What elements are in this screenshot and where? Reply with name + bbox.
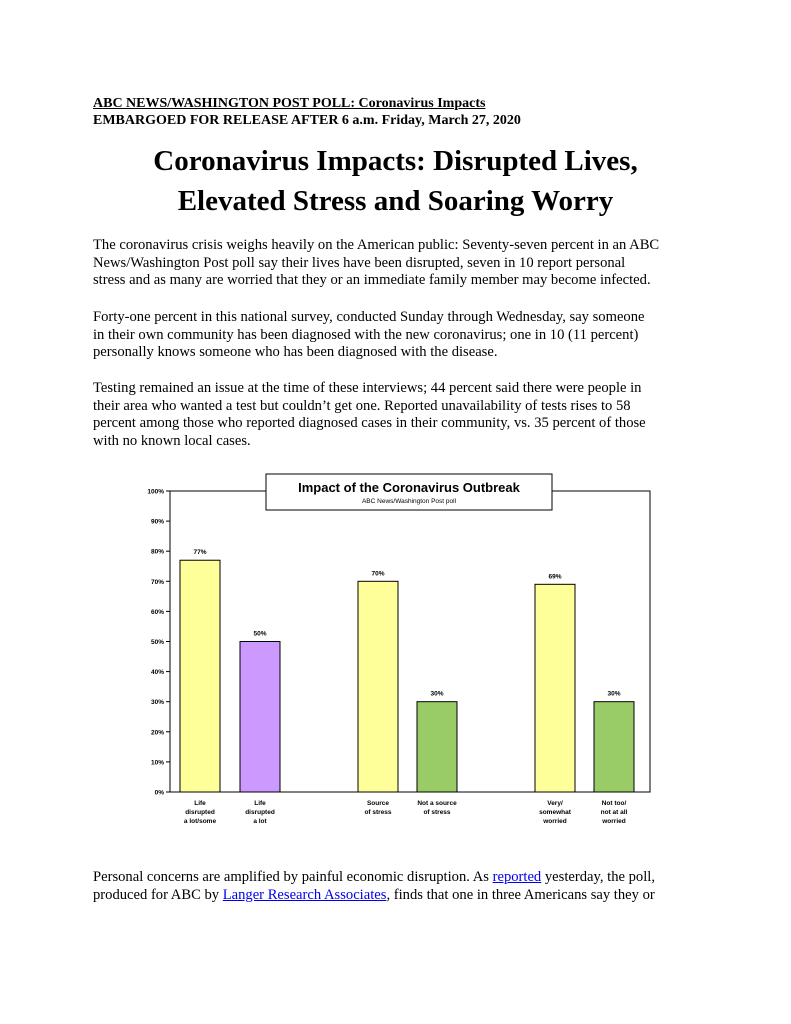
category-label: Source [366,800,390,807]
paragraph-line: Testing remained an issue at the time of these interviews; 44 percent said there were people in [93,380,642,396]
y-tick-label: 0% [154,789,164,797]
paragraph-line: percent among those who reported diagnosed cases in their community, vs. 35 percent of those [93,415,646,431]
paragraph-4 [93,869,703,904]
bar [417,702,457,792]
bar [240,642,280,793]
paragraph-line: The coronavirus crisis weighs heavily on the American public: Seventy-seven percent in an ABC [93,237,660,253]
paragraph-line [93,887,703,905]
paragraph-line: stress and as many are worried that they or an immediate family member may become infected. [93,272,651,288]
paragraph-line: with no known local cases. [93,432,251,449]
category-label: of stress [423,809,451,816]
category-label: worried [543,818,567,825]
chart-subtitle: ABC News/Washington Post poll [361,498,457,505]
y-tick-label: 70% [150,578,164,586]
category-label: Not a source [417,800,457,807]
text-run: Personal concerns are amplified by painful economic disruption. As [93,869,493,885]
page-title [60,141,731,221]
langer-research-link[interactable]: Langer Research Associates [222,886,387,903]
paragraph-3 [93,380,703,450]
bar [358,581,398,792]
category-label: a lot [253,818,267,825]
title-line-1: Coronavirus Impacts: Disrupted Lives, [153,145,638,177]
y-tick-label: 80% [150,548,164,556]
category-label: of stress [364,809,392,816]
bar-value-label: 50% [253,630,267,638]
bar [180,560,220,792]
category-label: somewhat [539,809,571,816]
y-tick-label: 30% [150,699,164,707]
impact-bar-chart [135,470,655,835]
paragraph-line: News/Washington Post poll say their lives have been disrupted, seven in 10 report personal [93,254,626,271]
y-tick-label: 40% [150,669,164,677]
bar-value-label: 70% [371,570,385,578]
category-label: Life [254,800,266,807]
y-tick-label: 20% [150,729,164,737]
text-run: , finds that one in three Americans say they or [386,886,655,903]
category-label: Very/ [547,800,563,807]
text-run: produced for ABC by [93,886,223,903]
bar-value-label: 77% [193,549,207,557]
reported-link[interactable]: reported [492,869,542,885]
bar-value-label: 30% [607,690,621,698]
bar-value-label: 30% [430,690,444,698]
text-run: yesterday, the poll, [541,869,655,885]
paragraph-line: in their own community has been diagnosed with the new coronavirus; one in 10 (11 percent) [93,326,639,343]
category-label: not at all [600,809,628,816]
category-label: Life [194,800,206,807]
y-tick-label: 100% [147,488,164,496]
y-tick-label: 50% [150,639,164,646]
bar [535,584,575,792]
category-label: disrupted [245,809,275,816]
category-label: worried [602,818,626,825]
paragraph-1 [93,237,703,290]
title-line-2: Elevated Stress and Soaring Worry [177,185,614,217]
category-label: disrupted [185,809,215,816]
embargo-line: EMBARGOED FOR RELEASE AFTER 6 a.m. Friday, March 27, 2020 [93,113,521,128]
paragraph-2 [93,309,703,362]
paragraph-line: personally knows someone who has been diagnosed with the disease. [93,344,498,360]
y-tick-label: 10% [150,759,164,767]
paragraph-line: Forty-one percent in this national survey, conducted Sunday through Wednesday, say someone [93,309,645,325]
paragraph-line: their area who wanted a test but couldn’t get one. Reported unavailability of tests rises to 58 [93,397,631,414]
y-tick-label: 90% [150,518,164,526]
category-label: a lot/some [183,818,217,825]
paragraph-line [93,869,703,887]
y-tick-label: 60% [150,608,164,616]
release-header-title: ABC NEWS/WASHINGTON POST POLL: Coronavirus Impacts [93,96,486,111]
chart-title: Impact of the Coronavirus Outbreak [298,480,520,495]
bar [594,702,634,792]
category-label: Not too/ [601,800,627,807]
bar-value-label: 69% [548,573,562,581]
